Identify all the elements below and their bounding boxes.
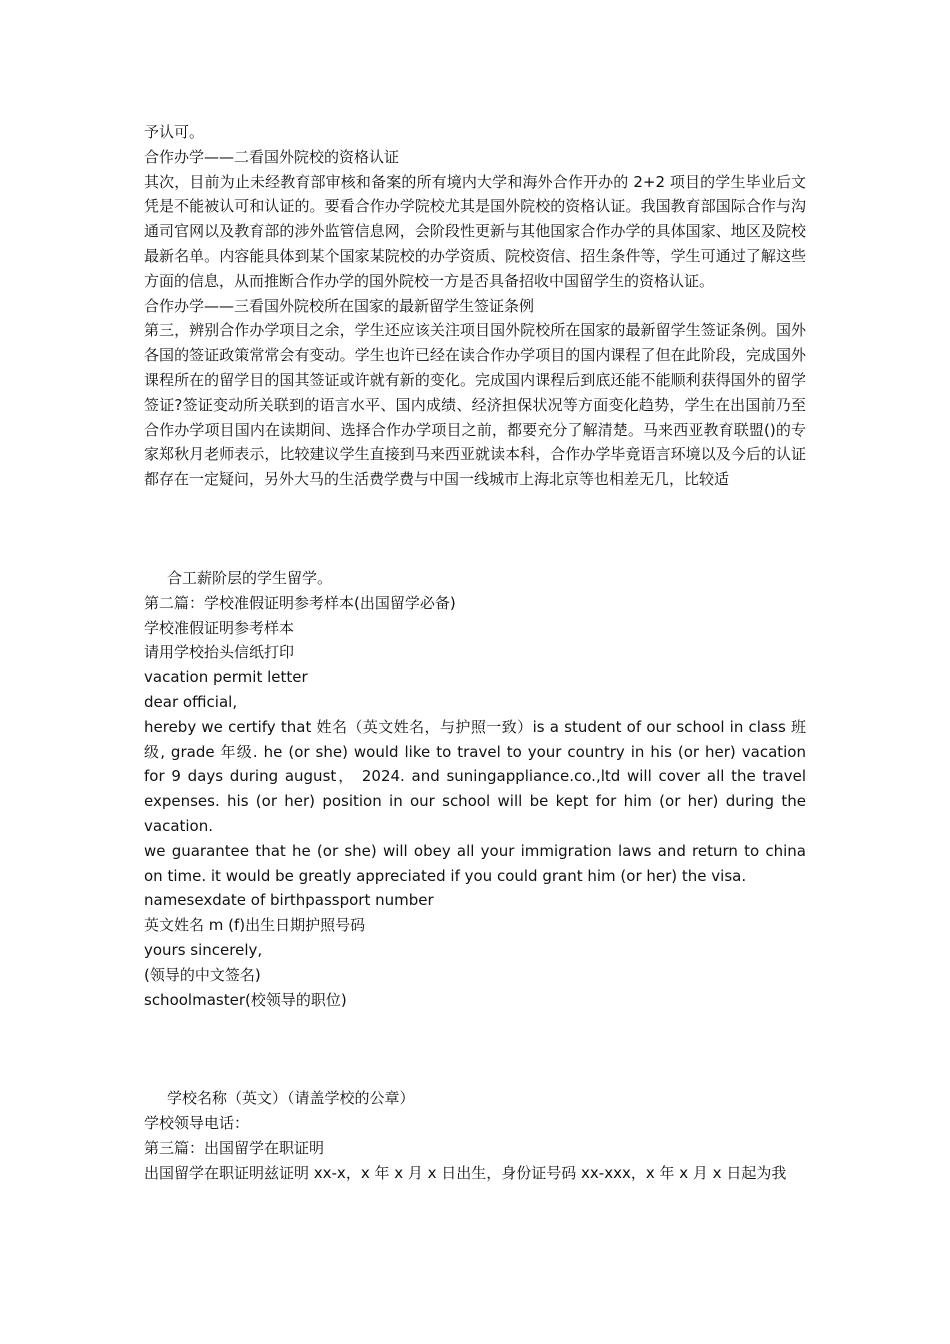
letter-body-paragraph: hereby we certify that 姓名（英文姓名，与护照一致）is a student of our school in class 班级, grade 年级. he (or she) would like to travel to your country in his (or her) vacation for 9 days during august， 2024. and suningappliance.co.,ltd will cover all the travel expenses. his (or her) position in our school will be kept for him (or her) during the vacation. <box>144 717 806 835</box>
document-page <box>144 120 806 1185</box>
info-table-row: 英文姓名 m (f)出生日期护照号码 <box>144 916 366 935</box>
letter-closing: yours sincerely, <box>144 940 263 959</box>
text-line: 合工薪阶层的学生留学。 <box>167 568 333 587</box>
letter-body-paragraph: we guarantee that he (or she) will obey all your immigration laws and return to china on time. it would be greatly appreciated if you could grant him (or her) the visa. <box>144 841 806 885</box>
article-title: 第三篇：出国留学在职证明 <box>144 1138 325 1157</box>
school-name-line: 学校名称（英文）（请盖学校的公章） <box>167 1089 415 1108</box>
info-table-header: namesexdate of birthpassport number <box>144 891 434 910</box>
text-line: 出国留学在职证明兹证明 xx-x，x 年 x 月 x 日出生，身份证号码 xx-xxx，x 年 x 月 x 日起为我 <box>144 1163 787 1182</box>
article-title: 第二篇：学校准假证明参考样本(出国留学必备) <box>144 593 456 612</box>
page-gap <box>144 492 806 566</box>
letter-title: vacation permit letter <box>144 668 308 687</box>
body-paragraph: 其次，目前为止未经教育部审核和备案的所有境内大学和海外合作开办的 2+2 项目的学生毕业后文凭是不能被认可和认证的。要看合作办学院校尤其是国外院校的资格认证。我国教育部国际合作与沟通司官网以及教育部的涉外监管信息网，会阶段性更新与其他国家合作办学的具体国家、地区及院校最新名单。内容能具体到某个国家某院校的办学资质、院校资信、招生条件等，学生可通过了解这些方面的信息，从而推断合作办学的国外院校一方是否具备招收中国留学生的资格认证。 <box>144 172 806 290</box>
article-subtitle: 学校准假证明参考样本 <box>144 618 295 637</box>
instruction-text: 请用学校抬头信纸打印 <box>144 643 295 662</box>
phone-line: 学校领导电话： <box>144 1114 250 1133</box>
body-paragraph: 第三，辨别合作办学项目之余，学生还应该关注项目国外院校所在国家的最新留学生签证条例。国外各国的签证政策常常会有变动。学生也许已经在读合作办学项目的国内课程了但在此阶段，完成国外课程所在的留学目的国其签证或许就有新的变化。完成国内课程后到底还能不能顺利获得国外的留学签证?签证变动所关联到的语言水平、国内成绩、经济担保状况等方面变化趋势，学生在出国前乃至合作办学项目国内在读期间、选择合作办学项目之前，都要充分了解清楚。马来西亚教育联盟()的专家郑秋月老师表示，比较建议学生直接到马来西亚就读本科，合作办学毕竟语言环境以及今后的认证都存在一定疑问，另外大马的生活费学费与中国一线城市上海北京等也相差无几，比较适 <box>144 321 806 489</box>
page-gap <box>144 1012 806 1086</box>
section-heading: 合作办学——三看国外院校所在国家的最新留学生签证条例 <box>144 296 535 315</box>
section-heading: 合作办学——二看国外院校的资格认证 <box>144 147 400 166</box>
text-line: 予认可。 <box>144 123 205 141</box>
position-line: schoolmaster(校领导的职位) <box>144 990 347 1009</box>
signature-line: (领导的中文签名) <box>144 965 261 984</box>
letter-salutation: dear official, <box>144 692 238 711</box>
